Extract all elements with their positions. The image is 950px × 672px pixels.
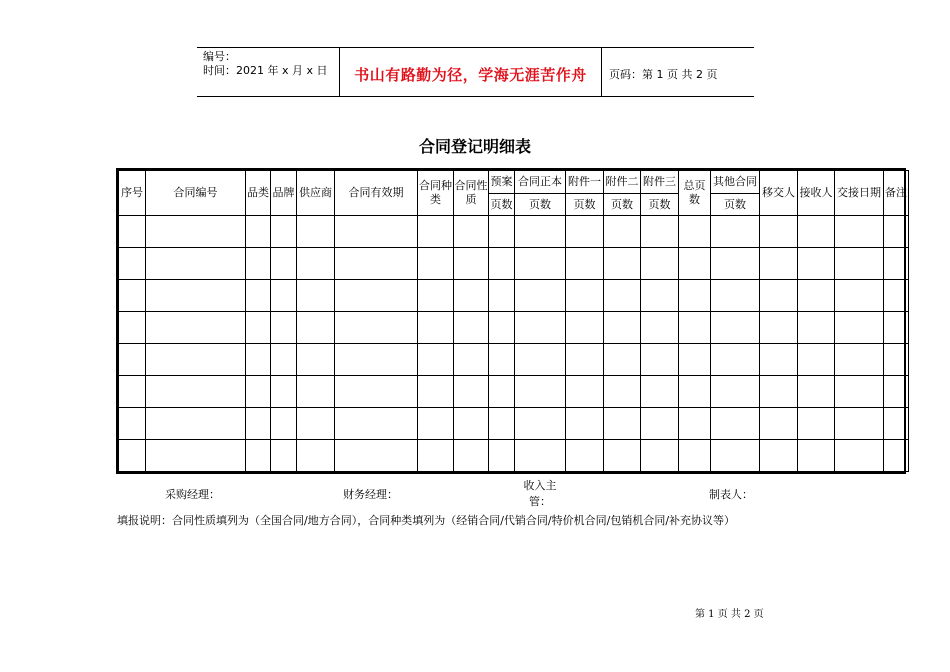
table-cell	[246, 280, 271, 312]
table-cell	[798, 248, 835, 280]
header-contract-type: 合同种类	[418, 171, 454, 216]
table-cell	[454, 376, 489, 408]
table-cell	[835, 344, 884, 376]
table-cell	[454, 344, 489, 376]
table-cell	[641, 440, 679, 472]
table-cell	[119, 312, 146, 344]
header-total-pages: 总页数	[679, 171, 711, 216]
table-cell	[566, 216, 604, 248]
table-cell	[604, 376, 641, 408]
table-cell	[489, 248, 515, 280]
contract-register-table	[116, 168, 906, 474]
table-cell	[454, 248, 489, 280]
table-cell	[119, 216, 146, 248]
table-cell	[246, 408, 271, 440]
header-page-code: 页码：第 1 页 共 2 页	[609, 68, 718, 81]
header-contract-no: 合同编号	[146, 171, 246, 216]
table-cell	[641, 280, 679, 312]
subheader-pages: 页数	[489, 194, 515, 216]
table-cell	[798, 216, 835, 248]
table-cell	[335, 344, 418, 376]
table-row	[119, 312, 909, 344]
table-cell	[297, 280, 335, 312]
table-cell	[679, 408, 711, 440]
finance-manager-label: 财务经理：	[343, 488, 398, 501]
header-left	[203, 50, 328, 78]
table-cell	[146, 216, 246, 248]
table-cell	[835, 216, 884, 248]
table-cell	[489, 216, 515, 248]
header-transferor: 移交人	[760, 171, 798, 216]
table-cell	[679, 344, 711, 376]
table-cell	[146, 376, 246, 408]
subheader-pages: 页数	[566, 194, 604, 216]
table-cell	[711, 344, 760, 376]
table-cell	[604, 408, 641, 440]
table-cell	[566, 312, 604, 344]
page-footer: 第 1 页 共 2 页	[695, 609, 764, 620]
table-cell	[246, 216, 271, 248]
table-cell	[271, 408, 297, 440]
table-cell	[418, 216, 454, 248]
table-row	[119, 376, 909, 408]
table-cell	[297, 216, 335, 248]
table-cell	[418, 248, 454, 280]
table-row	[119, 280, 909, 312]
table-cell	[566, 248, 604, 280]
table-cell	[835, 280, 884, 312]
table-cell	[566, 344, 604, 376]
table-cell	[246, 376, 271, 408]
table-cell	[679, 312, 711, 344]
table-cell	[489, 376, 515, 408]
table-cell	[119, 440, 146, 472]
document-header	[197, 47, 754, 97]
table-cell	[146, 408, 246, 440]
table-header-row	[119, 171, 909, 194]
table-cell	[119, 248, 146, 280]
table-cell	[679, 248, 711, 280]
table-cell	[798, 280, 835, 312]
table-cell	[335, 408, 418, 440]
subheader-pages: 页数	[515, 194, 566, 216]
table-cell	[335, 376, 418, 408]
table-cell	[146, 280, 246, 312]
table-cell	[711, 312, 760, 344]
table-cell	[418, 312, 454, 344]
table-cell	[835, 440, 884, 472]
table-cell	[335, 248, 418, 280]
table-cell	[798, 440, 835, 472]
table-cell	[566, 376, 604, 408]
table-cell	[335, 280, 418, 312]
header-other-contract: 其他合同	[711, 171, 760, 194]
table-cell	[246, 312, 271, 344]
header-receiver: 接收人	[798, 171, 835, 216]
table-cell	[798, 344, 835, 376]
table-cell	[679, 376, 711, 408]
table-cell	[515, 344, 566, 376]
table-cell	[835, 312, 884, 344]
table-cell	[297, 344, 335, 376]
table-cell	[297, 376, 335, 408]
table-cell	[884, 280, 909, 312]
purchasing-manager-label: 采购经理：	[165, 488, 220, 501]
table-cell	[884, 408, 909, 440]
header-attachment-3: 附件三	[641, 171, 679, 194]
table-row	[119, 216, 909, 248]
table-cell	[798, 376, 835, 408]
header-contract-nature: 合同性质	[454, 171, 489, 216]
table-cell	[146, 312, 246, 344]
table-cell	[760, 440, 798, 472]
table-cell	[641, 216, 679, 248]
header-divider	[601, 48, 602, 96]
table-cell	[760, 312, 798, 344]
table-cell	[641, 248, 679, 280]
table-cell	[566, 280, 604, 312]
table-cell	[418, 280, 454, 312]
table-cell	[246, 248, 271, 280]
table-cell	[271, 216, 297, 248]
header-handover-date: 交接日期	[835, 171, 884, 216]
table-row	[119, 248, 909, 280]
table-row	[119, 408, 909, 440]
table-cell	[454, 216, 489, 248]
table-cell	[711, 248, 760, 280]
table-cell	[604, 344, 641, 376]
header-seq: 序号	[119, 171, 146, 216]
table-cell	[711, 280, 760, 312]
page-title: 合同登记明细表	[418, 137, 531, 156]
table-cell	[641, 312, 679, 344]
table-row	[119, 440, 909, 472]
table-cell	[418, 408, 454, 440]
table-cell	[884, 440, 909, 472]
table-cell	[760, 344, 798, 376]
table-cell	[146, 440, 246, 472]
table-cell	[335, 440, 418, 472]
header-attachment-1: 附件一	[566, 171, 604, 194]
table-cell	[604, 280, 641, 312]
table-cell	[418, 344, 454, 376]
table-cell	[604, 216, 641, 248]
table-cell	[515, 376, 566, 408]
time-label: 时间：2021 年 x 月 x 日	[203, 64, 328, 77]
table-cell	[515, 312, 566, 344]
table-cell	[489, 344, 515, 376]
table-cell	[566, 440, 604, 472]
subheader-pages: 页数	[711, 194, 760, 216]
table-cell	[454, 440, 489, 472]
table-cell	[515, 216, 566, 248]
table-cell	[884, 312, 909, 344]
table-cell	[641, 376, 679, 408]
table-cell	[679, 280, 711, 312]
table-cell	[335, 312, 418, 344]
table-cell	[760, 376, 798, 408]
table-cell	[119, 344, 146, 376]
table-cell	[119, 280, 146, 312]
table-cell	[454, 280, 489, 312]
table-cell	[489, 408, 515, 440]
table-cell	[835, 248, 884, 280]
table-cell	[297, 312, 335, 344]
table-cell	[418, 376, 454, 408]
table-cell	[146, 248, 246, 280]
header-category: 品类	[246, 171, 271, 216]
table-cell	[271, 344, 297, 376]
table-cell	[884, 376, 909, 408]
table-cell	[641, 408, 679, 440]
table-cell	[711, 376, 760, 408]
header-prep: 预案	[489, 171, 515, 194]
table-cell	[835, 376, 884, 408]
header-brand: 品牌	[271, 171, 297, 216]
table-cell	[454, 408, 489, 440]
table-cell	[246, 344, 271, 376]
header-remarks: 备注	[884, 171, 909, 216]
table-cell	[515, 280, 566, 312]
table-cell	[798, 312, 835, 344]
table-cell	[297, 440, 335, 472]
table-cell	[515, 440, 566, 472]
table-cell	[884, 216, 909, 248]
table-body	[119, 216, 909, 472]
revenue-supervisor-label: 收入主管：	[523, 479, 557, 508]
table-cell	[271, 248, 297, 280]
preparer-label: 制表人：	[709, 488, 753, 501]
fill-instructions: 填报说明：合同性质填列为（全国合同/地方合同），合同种类填列为（经销合同/代销合同/特价机合同/包销机合同/补充协议等）	[117, 514, 736, 527]
table-cell	[711, 408, 760, 440]
table-cell	[884, 248, 909, 280]
table-cell	[604, 312, 641, 344]
table-cell	[760, 248, 798, 280]
code-label: 编号：	[203, 50, 236, 63]
table-cell	[271, 376, 297, 408]
table-cell	[271, 280, 297, 312]
table-cell	[489, 312, 515, 344]
header-attachment-2: 附件二	[604, 171, 641, 194]
table-cell	[679, 440, 711, 472]
table-cell	[335, 216, 418, 248]
table-cell	[679, 216, 711, 248]
table-cell	[641, 344, 679, 376]
table-cell	[566, 408, 604, 440]
table-cell	[604, 248, 641, 280]
table-cell	[760, 280, 798, 312]
subheader-pages: 页数	[641, 194, 679, 216]
table-cell	[711, 440, 760, 472]
table-cell	[884, 344, 909, 376]
header-main-text: 合同正本	[515, 171, 566, 194]
table-cell	[119, 376, 146, 408]
table-cell	[454, 312, 489, 344]
table-row	[119, 344, 909, 376]
header-motto: 书山有路勤为径，学海无涯苦作舟	[354, 66, 587, 84]
table-cell	[246, 440, 271, 472]
header-supplier: 供应商	[297, 171, 335, 216]
table-cell	[297, 248, 335, 280]
table-cell	[271, 312, 297, 344]
table-cell	[297, 408, 335, 440]
table-cell	[119, 408, 146, 440]
table-cell	[271, 440, 297, 472]
table-cell	[604, 440, 641, 472]
table-cell	[515, 248, 566, 280]
header-validity: 合同有效期	[335, 171, 418, 216]
table-cell	[515, 408, 566, 440]
table-cell	[489, 280, 515, 312]
table-cell	[760, 408, 798, 440]
table-cell	[760, 216, 798, 248]
table-cell	[418, 440, 454, 472]
table-cell	[146, 344, 246, 376]
table-cell	[711, 216, 760, 248]
subheader-pages: 页数	[604, 194, 641, 216]
table-cell	[835, 408, 884, 440]
table-cell	[489, 440, 515, 472]
table-cell	[798, 408, 835, 440]
